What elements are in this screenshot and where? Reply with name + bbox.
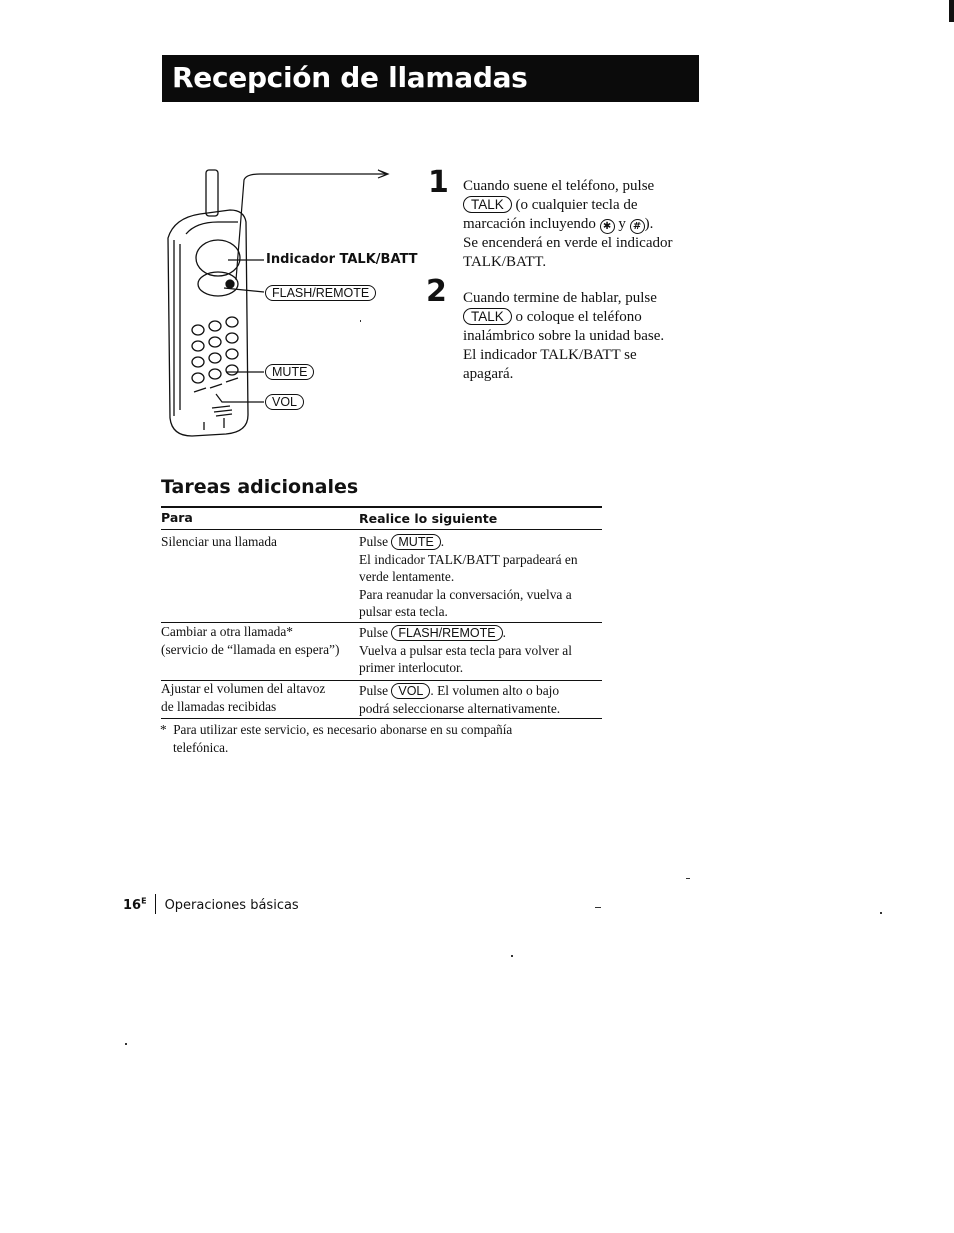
- cell-line: Silenciar una llamada: [161, 534, 278, 549]
- step-2-line: apagará.: [463, 366, 514, 382]
- step-1-line: Se encenderá en verde el indicador: [463, 235, 673, 251]
- step-1-line: [463, 215, 703, 234]
- mute-key: MUTE: [391, 534, 440, 550]
- column-header-realice: Realice lo siguiente: [359, 511, 498, 526]
- step-2-line: [463, 308, 703, 327]
- cell-line: Vuelva a pulsar esta tecla para volver al: [359, 642, 572, 658]
- cell-text: .: [502, 625, 506, 640]
- talk-key: TALK: [463, 196, 512, 213]
- table-row-3-action: [359, 682, 602, 717]
- table-row-1-para: [161, 533, 356, 551]
- table-top-rule: [161, 506, 602, 508]
- scan-speck: [686, 878, 690, 879]
- scan-speck: [125, 1043, 127, 1045]
- footer-separator: [155, 894, 156, 914]
- footnote: [160, 721, 600, 756]
- vol-key-label: VOL: [265, 394, 304, 410]
- step-1-line: TALK/BATT.: [463, 254, 547, 270]
- header-rule: [161, 529, 602, 530]
- step-2-line: inalámbrico sobre la unidad base.: [463, 328, 665, 344]
- page-footer: [123, 894, 299, 914]
- footnote-mark: *: [160, 722, 167, 737]
- step-1-after-key: (o cualquier tecla de: [511, 197, 638, 213]
- table-row-2-para: [161, 623, 356, 658]
- talk-key: TALK: [463, 308, 512, 325]
- cell-text: .: [440, 534, 445, 549]
- keypad: [192, 317, 238, 383]
- page-title: Recepción de llamadas: [172, 61, 528, 94]
- cell-line: Ajustar el volumen del altavoz: [161, 681, 326, 696]
- cell-line: [359, 682, 602, 700]
- cell-line: pulsar esta tecla.: [359, 604, 448, 619]
- step-1-text: [463, 177, 703, 272]
- step-2-text: [463, 289, 703, 384]
- scan-speck: [595, 907, 601, 908]
- table-row-3-para: [161, 680, 356, 715]
- cell-line: verde lentamente.: [359, 569, 455, 584]
- table-bottom-rule: [161, 718, 602, 719]
- vol-key: VOL: [391, 683, 430, 699]
- column-header-para: Para: [161, 510, 193, 525]
- page-number: 16: [123, 898, 142, 913]
- step-2-after-key: o coloque el teléfono: [511, 309, 642, 325]
- phone-antenna: [206, 170, 218, 216]
- section-title: Tareas adicionales: [161, 476, 359, 498]
- cell-text: Pulse: [359, 534, 392, 549]
- scan-speck: [511, 955, 513, 957]
- corner-crop-mark: [949, 0, 954, 22]
- cell-text: Pulse: [359, 625, 392, 640]
- cell-line: Cambiar a otra llamada*: [161, 624, 293, 639]
- cell-line: primer interlocutor.: [359, 660, 464, 675]
- table-row-2-action: [359, 624, 602, 677]
- scan-speck: [360, 320, 361, 322]
- step-1-text-part: y: [614, 216, 630, 232]
- talk-batt-indicator-label: Indicador TALK/BATT: [266, 252, 418, 267]
- flash-remote-key: FLASH/REMOTE: [391, 625, 502, 641]
- cell-text: Pulse: [359, 683, 392, 698]
- step-1-number: 1: [428, 165, 449, 200]
- star-key-icon: ✱: [600, 219, 615, 234]
- footer-section: Operaciones básicas: [164, 898, 299, 913]
- cell-line: de llamadas recibidas: [161, 698, 277, 714]
- cell-line: El indicador TALK/BATT parpadeará en: [359, 551, 578, 567]
- cell-line: Para reanudar la conversación, vuelva a: [359, 586, 572, 602]
- cell-text: . El volumen alto o bajo: [430, 683, 560, 698]
- step-1-text-part: ).: [644, 216, 654, 232]
- title-bar: [162, 55, 699, 102]
- footnote-text: Para utilizar este servicio, es necesario abonarse en su compañía: [173, 722, 513, 737]
- phone-earpiece: [196, 240, 240, 276]
- cell-line: (servicio de “llamada en espera”): [161, 641, 340, 657]
- step-1-line: [463, 196, 703, 215]
- footnote-line: telefónica.: [173, 739, 229, 755]
- step-1-text-part: marcación incluyendo: [463, 216, 600, 232]
- cell-line: [359, 533, 602, 551]
- cell-line: podrá seleccionarse alternativamente.: [359, 700, 561, 716]
- step-2-line: El indicador TALK/BATT se: [463, 347, 637, 363]
- scan-speck: [880, 912, 882, 914]
- flash-remote-key-label: FLASH/REMOTE: [265, 285, 376, 301]
- step-1-line: Cuando suene el teléfono, pulse: [463, 178, 655, 194]
- cell-line: [359, 624, 602, 642]
- hash-key-icon: #: [630, 219, 645, 234]
- page-suffix: E: [141, 896, 147, 906]
- mute-key-label: MUTE: [265, 364, 314, 380]
- table-row-1-action: [359, 533, 602, 621]
- step-2-number: 2: [426, 274, 447, 309]
- footnote-line: [160, 721, 600, 739]
- step-2-line: Cuando termine de hablar, pulse: [463, 290, 657, 306]
